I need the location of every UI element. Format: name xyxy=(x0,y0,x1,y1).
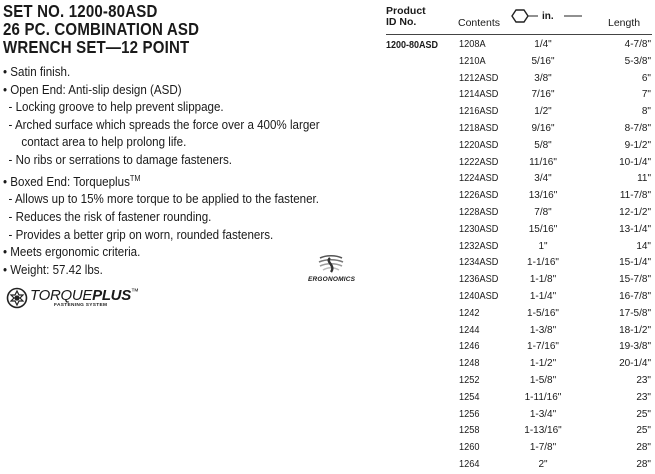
product-id-cell: 1254 xyxy=(459,391,480,403)
feature-locking-groove: - Locking groove to help prevent slippage. xyxy=(8,100,224,115)
product-id-cell: 1222ASD xyxy=(459,156,499,168)
size-cell: 1" xyxy=(538,240,548,252)
size-cell: 7/8" xyxy=(534,206,552,218)
length-cell: 8" xyxy=(641,106,651,118)
feature-boxed-end-text: • Boxed End: Torqueplus xyxy=(3,174,130,189)
length-cell: 23" xyxy=(636,374,651,386)
size-cell: 3/4" xyxy=(534,173,552,185)
product-id-cell: 1218ASD xyxy=(459,122,499,134)
header-product-id xyxy=(386,6,426,28)
length-cell: 11-7/8" xyxy=(619,190,651,202)
length-cell: 10-1/4" xyxy=(619,156,651,168)
set-title-line-3: WRENCH SET—12 POINT xyxy=(3,37,190,57)
length-cell: 15-1/4" xyxy=(619,257,651,269)
header-product-line-1: Product xyxy=(386,5,426,17)
product-id-cell: 1226ASD xyxy=(459,190,499,202)
table-row xyxy=(382,54,655,71)
length-cell: 5-3/8" xyxy=(624,55,651,67)
size-cell: 1-3/8" xyxy=(529,324,557,336)
feature-reduce-rounding: - Reduces the risk of fastener rounding. xyxy=(8,209,212,224)
product-id-cell: 1216ASD xyxy=(459,106,499,118)
feature-more-torque: - Allows up to 15% more torque to be applied to the fastener. xyxy=(8,192,319,207)
product-id-cell: 1236ASD xyxy=(459,274,499,286)
feature-no-ribs: - No ribs or serrations to damage fasteners. xyxy=(8,152,232,167)
length-cell: 28" xyxy=(636,442,651,454)
table-row xyxy=(382,289,655,306)
product-id-cell: 1244 xyxy=(459,324,480,336)
product-id-cell: 1212ASD xyxy=(459,72,499,84)
product-id-cell: 1228ASD xyxy=(459,206,499,218)
size-cell: 1-7/16" xyxy=(527,341,559,353)
length-cell: 4-7/8" xyxy=(624,39,651,50)
table-row xyxy=(382,188,655,205)
length-cell: 23" xyxy=(636,391,651,403)
size-cell: 1-1/16" xyxy=(527,257,559,269)
size-cell: 1-3/4" xyxy=(529,408,557,420)
length-cell: 11" xyxy=(637,173,651,185)
table-row xyxy=(382,323,655,340)
length-cell: 12-1/2" xyxy=(619,206,651,218)
trademark-superscript: TM xyxy=(129,173,141,183)
product-id-cell: 1232ASD xyxy=(459,240,499,252)
feature-satin: • Satin finish. xyxy=(3,65,71,79)
size-cell: 1-1/4" xyxy=(529,290,557,302)
product-id-cell: 1224ASD xyxy=(459,173,499,185)
table-row xyxy=(382,390,655,407)
size-cell: 11/16" xyxy=(529,156,557,168)
size-cell: 1/4" xyxy=(534,39,552,50)
torqueplus-subtitle: FASTENING SYSTEM xyxy=(54,303,108,308)
table-row xyxy=(382,440,655,457)
length-cell: 14" xyxy=(636,240,651,252)
size-cell: 1-1/2" xyxy=(529,358,557,370)
table-row xyxy=(382,306,655,323)
product-id-cell: 1264 xyxy=(459,458,480,470)
table-row xyxy=(382,272,655,289)
set-title-line-1: SET NO. 1200-80ASD xyxy=(3,1,158,21)
length-cell: 20-1/4" xyxy=(619,358,651,370)
table-row xyxy=(382,138,655,155)
length-cell: 15-7/8" xyxy=(619,274,651,286)
size-cell: 13/16" xyxy=(528,190,558,202)
header-product-line-2: ID No. xyxy=(386,16,417,28)
length-cell: 8-7/8" xyxy=(624,122,651,134)
size-cell: 5/8" xyxy=(534,139,552,151)
size-cell: 1-5/16" xyxy=(527,307,559,319)
product-id-cell: 1260 xyxy=(459,442,480,454)
table-row xyxy=(382,155,655,172)
feature-arched-surface: - Arched surface which spreads the force over a 400% larger xyxy=(8,117,320,132)
product-id-cell: 1256 xyxy=(459,408,480,420)
product-id-cell: 1230ASD xyxy=(459,223,499,235)
table-row xyxy=(382,87,655,104)
length-cell: 9-1/2" xyxy=(624,139,651,151)
product-id-cell: 1210A xyxy=(459,55,486,67)
table-row xyxy=(382,255,655,272)
torqueplus-wordmark xyxy=(30,287,139,304)
feature-list xyxy=(3,64,381,279)
table-row xyxy=(382,104,655,121)
torqueplus-name-b: PLUS xyxy=(92,287,131,304)
ergonomics-icon xyxy=(314,254,348,276)
table-row xyxy=(382,37,655,54)
table-row xyxy=(382,205,655,222)
length-cell: 17-5/8" xyxy=(619,307,651,319)
size-cell: 9/16" xyxy=(531,122,555,134)
size-cell: 1-1/8" xyxy=(529,274,557,286)
product-id-cell: 1214ASD xyxy=(459,89,499,101)
length-cell: 19-3/8" xyxy=(619,341,651,353)
product-id-cell: 1220ASD xyxy=(459,139,499,151)
torqueplus-gear-icon xyxy=(6,287,28,309)
header-contents: Contents xyxy=(458,17,501,29)
length-cell: 7" xyxy=(641,89,651,101)
length-cell: 16-7/8" xyxy=(619,290,651,302)
contents-table xyxy=(382,0,655,470)
size-cell: 1-13/16" xyxy=(524,425,562,437)
feature-open-end: • Open End: Anti-slip design (ASD) xyxy=(3,82,182,97)
table-row xyxy=(382,356,655,373)
feature-boxed-end xyxy=(3,170,351,192)
length-cell: 18-1/2" xyxy=(619,324,651,336)
table-row xyxy=(382,171,655,188)
table-row xyxy=(382,121,655,138)
table-body xyxy=(382,37,655,474)
ergonomics-label: ERGONOMICS xyxy=(308,276,356,283)
size-cell: 5/16" xyxy=(531,55,555,67)
feature-weight: • Weight: 57.42 lbs. xyxy=(3,262,103,277)
header-size xyxy=(508,8,586,24)
product-id-cell: 1240ASD xyxy=(459,290,499,302)
product-id-cell: 1252 xyxy=(459,374,480,386)
length-cell: 25" xyxy=(636,425,651,437)
size-cell: 3/8" xyxy=(534,72,552,84)
size-cell: 1/2" xyxy=(534,106,552,118)
feature-better-grip: - Provides a better grip on worn, rounded fasteners. xyxy=(8,227,274,242)
torqueplus-name-a: TORQUE xyxy=(30,287,93,304)
product-id-cell: 1258 xyxy=(459,425,480,437)
length-cell: 28" xyxy=(636,458,651,470)
product-id-cell: 1208A xyxy=(459,39,486,50)
set-title-line-2: 26 PC. COMBINATION ASD xyxy=(3,19,200,39)
length-cell: 13-1/4" xyxy=(619,223,651,235)
product-id-cell: 1248 xyxy=(459,358,480,370)
product-id-cell: 1234ASD xyxy=(459,257,499,269)
size-cell: 1-11/16" xyxy=(524,391,562,403)
product-description xyxy=(3,2,381,279)
product-id-cell: 1242 xyxy=(459,307,480,319)
table-row xyxy=(382,71,655,88)
header-divider xyxy=(386,34,652,35)
ergonomics-badge xyxy=(308,254,354,283)
torqueplus-tm: ™ xyxy=(130,287,139,296)
size-cell: 7/16" xyxy=(531,89,555,101)
table-row xyxy=(382,423,655,440)
table-row xyxy=(382,239,655,256)
table-row xyxy=(382,373,655,390)
table-row xyxy=(382,339,655,356)
set-id: 1200-80ASD xyxy=(386,40,439,51)
size-cell: 1-5/8" xyxy=(529,374,557,386)
table-row xyxy=(382,407,655,424)
table-row xyxy=(382,222,655,239)
product-id-cell: 1246 xyxy=(459,341,480,353)
size-cell: 2" xyxy=(538,458,548,470)
size-cell: 15/16" xyxy=(528,223,558,235)
size-cell: 1-7/8" xyxy=(529,442,557,454)
length-cell: 25" xyxy=(636,408,651,420)
table-row xyxy=(382,457,655,474)
header-size-unit: in. xyxy=(542,11,554,22)
header-length: Length xyxy=(608,17,641,29)
feature-ergonomic: • Meets ergonomic criteria. xyxy=(3,245,141,260)
length-cell: 6" xyxy=(641,72,651,84)
feature-arched-surface-cont: contact area to help prolong life. xyxy=(21,135,187,150)
